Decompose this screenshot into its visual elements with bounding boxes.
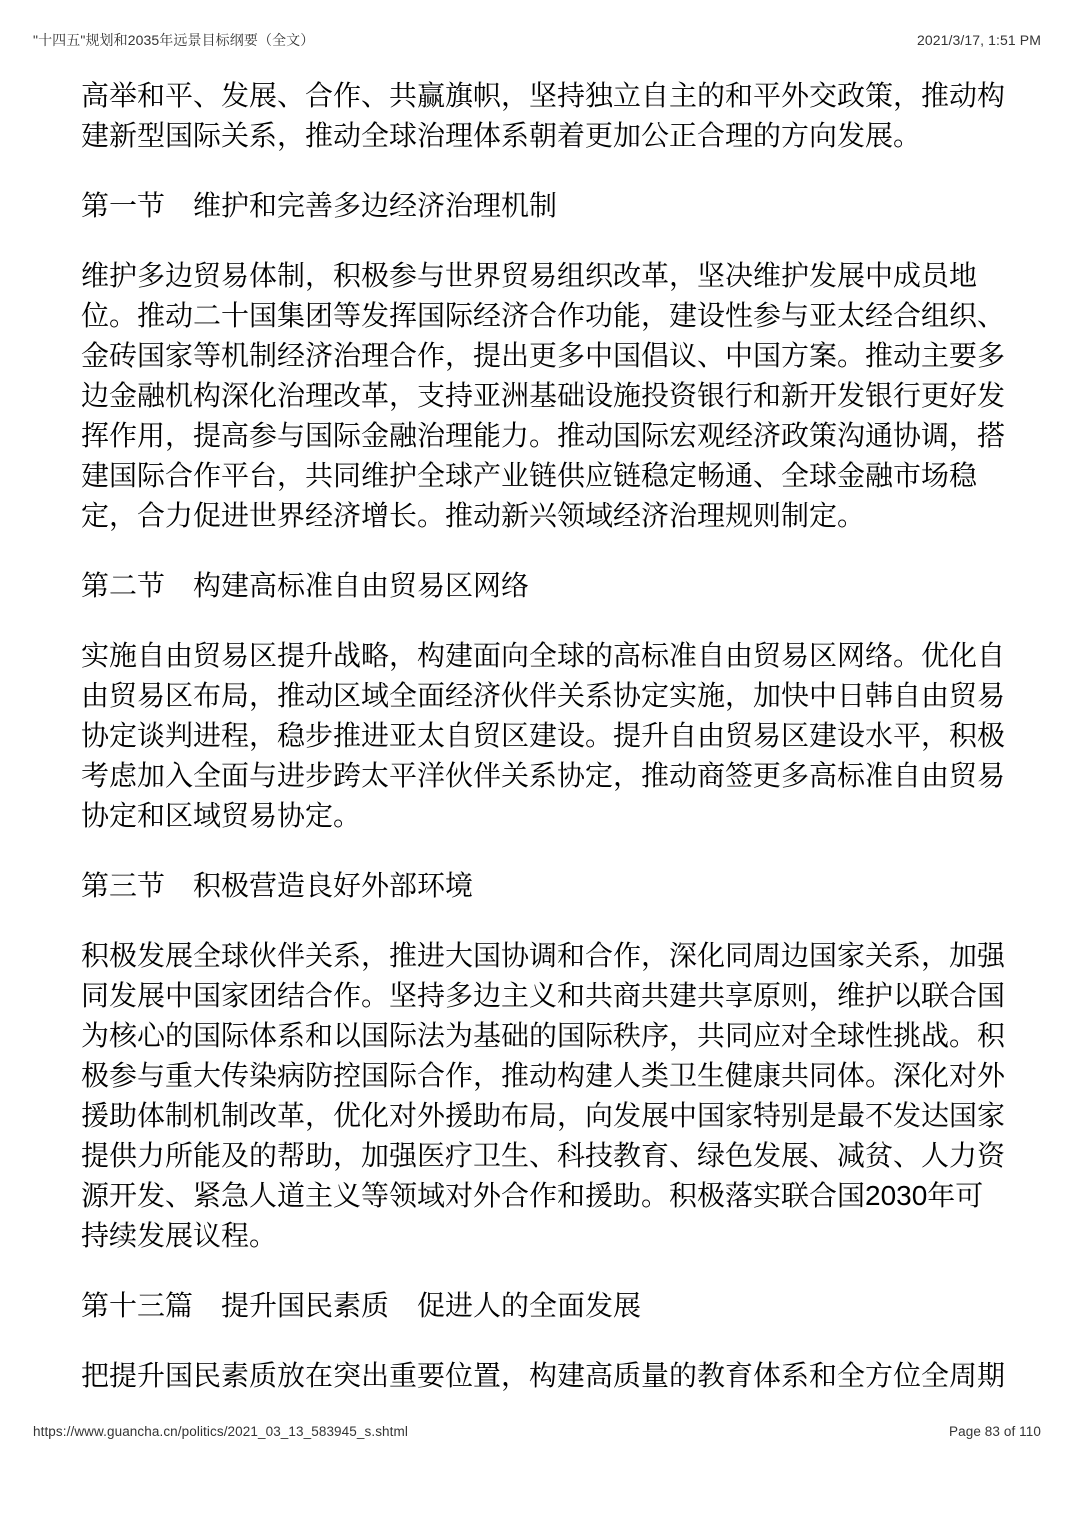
paragraph-section-3: 积极发展全球伙伴关系，推进大国协调和合作，深化同周边国家关系，加强同发展中国家团结合作。坚持多边主义和共商共建共享原则，维护以联合国为核心的国际体系和以国际法为基础的国际秩序，共同应对全球性挑战。积极参与重大传染病防控国际合作，推动构建人类卫生健康共同体。深化对外援助体制机制改革，优化对外援助布局，向发展中国家特别是最不发达国家提供力所能及的帮助，加强医疗卫生、科技教育、绿色发展、减贫、人力资源开发、紧急人道主义等领域对外合作和援助。积极落实联合国2030年可持续发展议程。 <box>81 940 1006 1251</box>
section-heading-2: 第二节 构建高标准自由贸易区网络 <box>81 570 530 601</box>
part-heading-13: 第十三篇 提升国民素质 促进人的全面发展 <box>81 1290 642 1321</box>
print-header <box>33 30 1041 50</box>
paragraph-part-13-clipped: 把提升国民素质放在突出重要位置，构建高质量的教育体系和全方位全周期 <box>81 1360 1006 1391</box>
source-url: https://www.guancha.cn/politics/2021_03_13_583945_s.shtml <box>33 1424 408 1439</box>
paragraph-section-2: 实施自由贸易区提升战略，构建面向全球的高标准自由贸易区网络。优化自由贸易区布局，推动区域全面经济伙伴关系协定实施，加快中日韩自由贸易协定谈判进程，稳步推进亚太自贸区建设。提升自由贸易区建设水平，积极考虑加入全面与进步跨太平洋伙伴关系协定，推动商签更多高标准自由贸易协定和区域贸易协定。 <box>81 640 1006 831</box>
section-heading-3: 第三节 积极营造良好外部环境 <box>81 870 474 901</box>
paragraph-opening: 高举和平、发展、合作、共赢旗帜，坚持独立自主的和平外交政策，推动构建新型国际关系，推动全球治理体系朝着更加公正合理的方向发展。 <box>81 80 1006 151</box>
paragraph-section-1: 维护多边贸易体制，积极参与世界贸易组织改革，坚决维护发展中成员地位。推动二十国集团等发挥国际经济合作功能，建设性参与亚太经合组织、金砖国家等机制经济治理合作，提出更多中国倡议、中国方案。推动主要多边金融机构深化治理改革，支持亚洲基础设施投资银行和新开发银行更好发挥作用，提高参与国际金融治理能力。推动国际宏观经济政策沟通协调，搭建国际合作平台，共同维护全球产业链供应链稳定畅通、全球金融市场稳定，合力促进世界经济增长。推动新兴领域经济治理规则制定。 <box>81 260 1006 531</box>
section-heading-1: 第一节 维护和完善多边经济治理机制 <box>81 190 558 221</box>
document-body <box>81 76 1007 1426</box>
print-timestamp: 2021/3/17, 1:51 PM <box>917 32 1041 48</box>
document-title: "十四五"规划和2035年远景目标纲要（全文） <box>33 32 315 48</box>
print-footer <box>33 1424 1041 1439</box>
page-indicator: Page 83 of 110 <box>949 1424 1041 1439</box>
